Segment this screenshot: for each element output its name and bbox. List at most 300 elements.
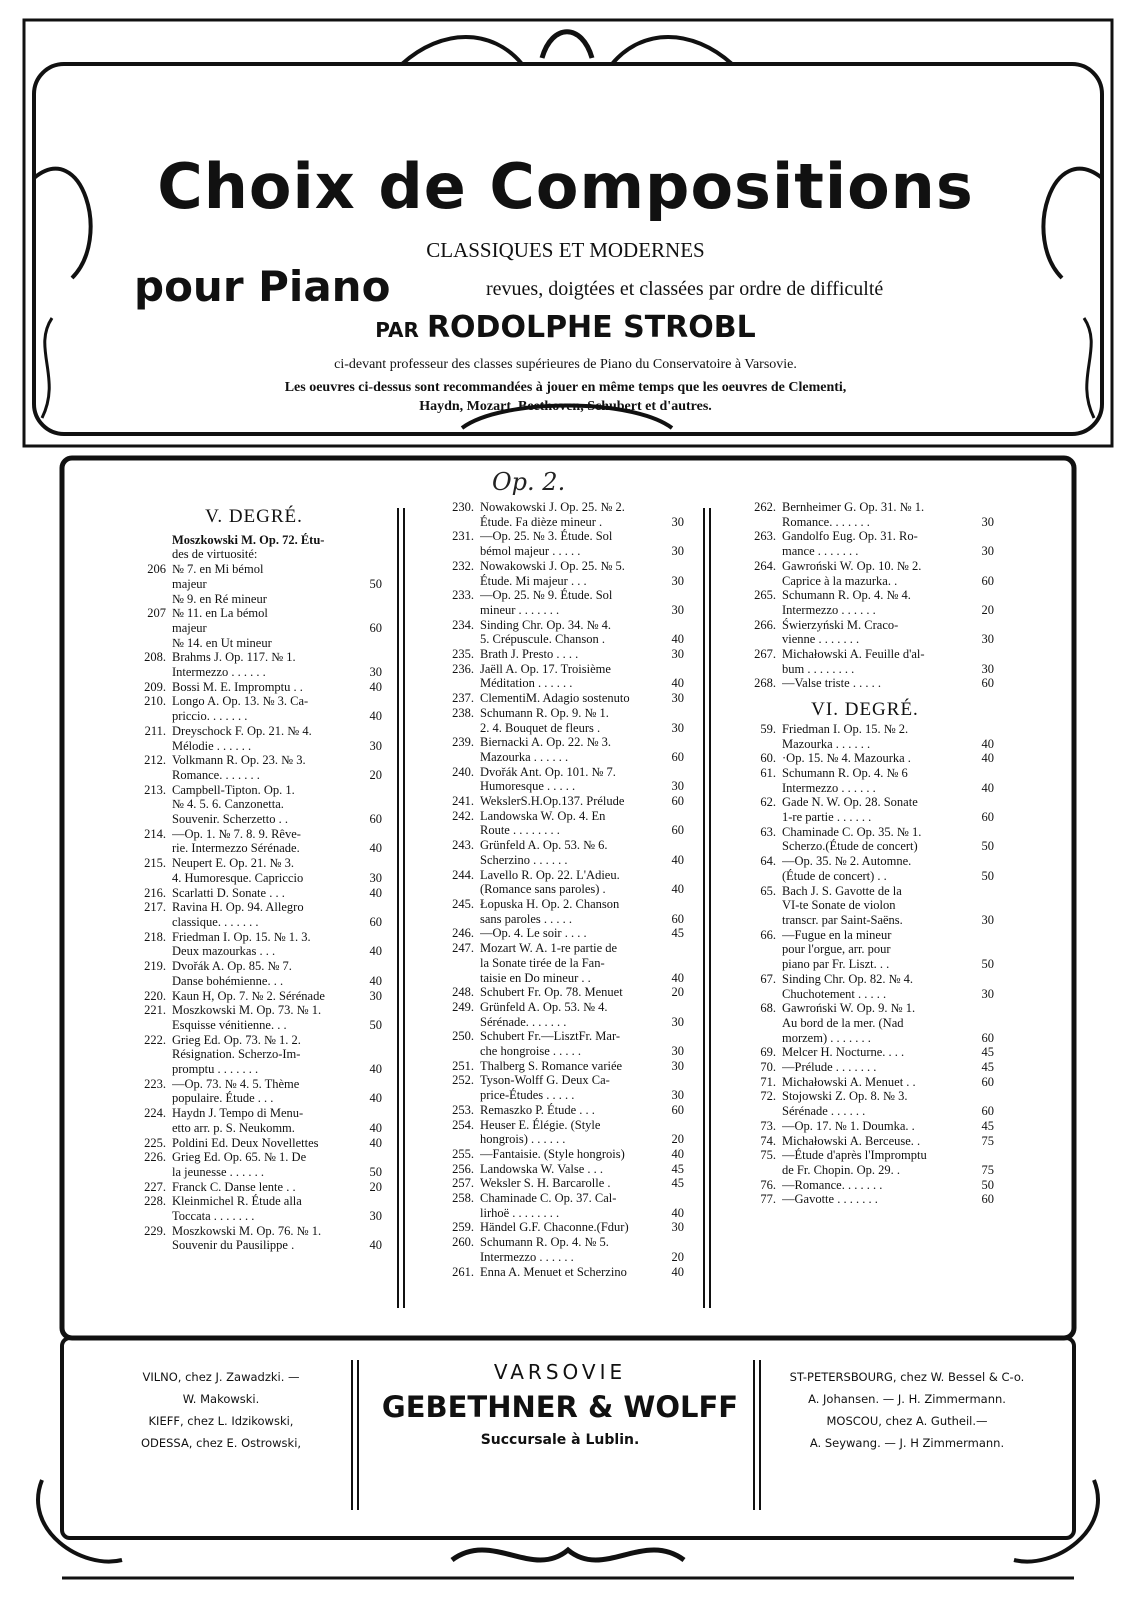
- entry-price: [972, 825, 994, 840]
- entry-text: Heuser E. Élégie. (Style: [480, 1117, 601, 1132]
- entry-number: 240.: [452, 764, 474, 779]
- entry-text: —Prélude . . . . . . .: [782, 1060, 877, 1075]
- entry-text: —Romance. . . . . . .: [782, 1177, 883, 1192]
- entry-text: de Fr. Chopin. Op. 29. .: [782, 1162, 901, 1177]
- entry-price: [360, 797, 382, 812]
- subtitle: CLASSIQUES ET MODERNES: [426, 238, 705, 262]
- list-item: [434, 588, 684, 617]
- entry-price: [360, 1003, 382, 1018]
- entry-text: classique. . . . . . .: [172, 914, 259, 929]
- entry-price: 40: [369, 1238, 382, 1253]
- entry-number: 215.: [144, 856, 166, 871]
- list-item: [736, 751, 994, 766]
- entry-text: Gandolfo Eug. Op. 31. Ro-: [782, 529, 918, 544]
- entry-text: Schumann R. Op. 4. № 4.: [782, 588, 911, 603]
- entry-price: [662, 1118, 684, 1133]
- publisher-city: VARSOVIE: [493, 1360, 627, 1384]
- entry-text: Gade N. W. Op. 28. Sonate: [782, 795, 918, 810]
- entry-text: Schumann R. Op. 4. № 5.: [480, 1235, 609, 1250]
- list-item: [736, 1119, 994, 1134]
- entry-number: 249.: [452, 999, 474, 1014]
- entry-text: Grünfeld A. Op. 53. № 6.: [480, 838, 608, 853]
- list-item: [434, 1147, 684, 1162]
- entry-price: 60: [671, 823, 684, 838]
- entry-price: [972, 529, 994, 544]
- entry-price: [972, 766, 994, 781]
- entry-text: Dvořák Ant. Op. 101. № 7.: [480, 764, 616, 779]
- entry-text: 1-re partie . . . . . .: [782, 810, 872, 825]
- entry-text: Caprice à la mazurka. .: [782, 573, 898, 588]
- entry-number: 257.: [452, 1176, 474, 1191]
- list-item: [434, 1103, 684, 1118]
- entry-price: 60: [981, 676, 994, 691]
- entry-text: Volkmann R. Op. 23. № 3.: [172, 753, 306, 768]
- entry-price: 30: [981, 632, 994, 647]
- entry-price: 40: [671, 882, 684, 897]
- list-item: [126, 1077, 382, 1106]
- entry-number: 223.: [144, 1076, 166, 1091]
- entry-number: 65.: [760, 883, 776, 898]
- entry-text: Schubert Fr.—LisztFr. Mar-: [480, 1029, 621, 1044]
- entry-number: 266.: [754, 617, 776, 632]
- entry-number: 209.: [144, 679, 166, 694]
- entry-text: Weksler S. H. Barcarolle .: [480, 1176, 611, 1191]
- entry-text: Michałowski A. Berceuse. .: [782, 1133, 921, 1148]
- entry-text: taisie en Do mineur . .: [480, 970, 591, 985]
- entry-price: 40: [369, 1120, 382, 1135]
- publisher-branch: Succursale à Lublin.: [480, 1432, 640, 1448]
- list-item: [736, 1148, 994, 1177]
- entry-text: Souvenir du Pausilippe .: [172, 1238, 295, 1253]
- entry-price: [662, 897, 684, 912]
- entry-number: 231.: [452, 529, 474, 544]
- list-item: [126, 827, 382, 856]
- entry-number: 212.: [144, 753, 166, 768]
- entry-price: 60: [369, 914, 382, 929]
- list-item: [434, 500, 684, 529]
- entry-number: 217.: [144, 900, 166, 915]
- entry-number: 73.: [760, 1118, 776, 1133]
- list-item: [126, 1136, 382, 1151]
- entry-price: 30: [369, 988, 382, 1003]
- entry-number: 255.: [452, 1146, 474, 1161]
- entry-price: 45: [671, 1161, 684, 1176]
- entry-price: 30: [671, 1014, 684, 1029]
- entry-price: 30: [671, 1088, 684, 1103]
- entry-price: 30: [671, 691, 684, 706]
- entry-text: Moszkowski M. Op. 76. № 1.: [172, 1223, 322, 1238]
- entry-text: rie. Intermezzo Sérénade.: [172, 841, 300, 856]
- footer-right-line: A. Johansen. — J. H. Zimmermann.: [808, 1392, 1006, 1406]
- entry-price: [972, 898, 994, 913]
- entry-text: majeur: [172, 620, 207, 635]
- entry-price: 60: [981, 1030, 994, 1045]
- entry-price: [360, 900, 382, 915]
- entry-list-col3a: [736, 500, 994, 691]
- list-item: [126, 562, 382, 606]
- entry-number: 63.: [760, 824, 776, 839]
- entry-text: —Op. 17. № 1. Doumka. .: [782, 1118, 915, 1133]
- entry-text: transcr. par Saint-Saëns.: [782, 912, 903, 927]
- list-item: [434, 868, 684, 897]
- entry-text: che hongroise . . . . .: [480, 1044, 582, 1059]
- entry-price: 50: [981, 839, 994, 854]
- entry-price: 40: [671, 676, 684, 691]
- entry-text: Świerzyński M. Craco-: [782, 617, 899, 632]
- list-item: [736, 1178, 994, 1193]
- entry-text: —Op. 4. Le soir . . . .: [480, 926, 587, 941]
- entry-price: 40: [671, 632, 684, 647]
- entry-price: 50: [369, 576, 382, 591]
- entry-number: 241.: [452, 794, 474, 809]
- entry-price: 50: [981, 868, 994, 883]
- entry-price: [360, 694, 382, 709]
- entry-price: [972, 559, 994, 574]
- recommendation-line-2: Haydn, Mozart, Beethoven, Schubert et d'autres.: [419, 399, 712, 414]
- entry-text: Humoresque . . . . .: [480, 779, 576, 794]
- entry-text: VI-te Sonate de violon: [782, 898, 896, 913]
- list-item: [126, 724, 382, 753]
- entry-price: 40: [981, 780, 994, 795]
- publisher-name: GEBETHNER & WOLFF: [381, 1390, 739, 1424]
- entry-number: 220.: [144, 988, 166, 1003]
- entry-price: 30: [981, 514, 994, 529]
- list-item: [434, 941, 684, 985]
- entry-text: 2. 4. Bouquet de fleurs .: [480, 720, 601, 735]
- entry-number: 216.: [144, 885, 166, 900]
- entry-text: Händel G.F. Chaconne.(Fdur): [480, 1220, 629, 1235]
- recommendation-note: [0, 378, 1131, 416]
- entry-text: Intermezzo . . . . . .: [782, 780, 876, 795]
- entry-text: Danse bohémienne. . .: [172, 973, 284, 988]
- list-item: [434, 1059, 684, 1074]
- entry-price: [662, 941, 684, 956]
- entry-number: 247.: [452, 941, 474, 956]
- entry-text: Friedman I. Op. 15. № 2.: [782, 721, 909, 736]
- entry-price: 30: [671, 514, 684, 529]
- entry-price: 60: [981, 573, 994, 588]
- footer-agents-right: [762, 1366, 1052, 1454]
- entry-text: Schubert Fr. Op. 78. Menuet: [480, 985, 623, 1000]
- entry-price: 30: [981, 986, 994, 1001]
- entry-price: 60: [981, 1192, 994, 1207]
- list-item: [736, 1045, 994, 1060]
- entry-list-col2: [434, 500, 684, 1279]
- entry-price: 40: [671, 1205, 684, 1220]
- list-item: [736, 884, 994, 928]
- entry-price: 60: [671, 911, 684, 926]
- entry-text: Brath J. Presto . . . .: [480, 647, 579, 662]
- entry-price: [360, 959, 382, 974]
- author-line: [0, 310, 1131, 345]
- entry-text: vienne . . . . . . .: [782, 632, 860, 647]
- entry-text: sans paroles . . . . .: [480, 911, 572, 926]
- entry-number: 75.: [760, 1148, 776, 1163]
- entry-price: [360, 930, 382, 945]
- entry-text: etto arr. p. S. Neukomm.: [172, 1120, 295, 1135]
- entry-number: 214.: [144, 826, 166, 841]
- column-2: [434, 500, 684, 1279]
- list-item: [434, 794, 684, 809]
- entry-price: [972, 722, 994, 737]
- entry-text: WekslerS.H.Op.137. Prélude: [480, 794, 625, 809]
- entry-text: Intermezzo . . . . . .: [782, 602, 876, 617]
- entry-text: Dreyschock F. Op. 21. № 4.: [172, 723, 312, 738]
- entry-text: Étude. Mi majeur . . .: [480, 573, 587, 588]
- entry-text: Biernacki A. Op. 22. № 3.: [480, 735, 612, 750]
- entry-price: [360, 1033, 382, 1048]
- footer-right-line: A. Seywang. — J. H Zimmermann.: [809, 1436, 1005, 1450]
- entry-text: Kaun H, Op. 7. № 2. Sérénade: [172, 988, 325, 1003]
- entry-number: 229.: [144, 1223, 166, 1238]
- entry-price: 40: [671, 852, 684, 867]
- entry-text: Scherzo.(Étude de concert): [782, 839, 918, 854]
- list-item: [126, 1003, 382, 1032]
- entry-text: № 9. en Ré mineur: [172, 591, 267, 606]
- entry-price: 30: [671, 647, 684, 662]
- entry-text: Souvenir. Scherzetto . .: [172, 812, 288, 827]
- entry-text: Scarlatti D. Sonate . . .: [172, 885, 285, 900]
- entry-number: 232.: [452, 558, 474, 573]
- entry-text: —Op. 35. № 2. Automne.: [782, 854, 912, 869]
- entry-text: Grieg Ed. Op. 65. № 1. De: [172, 1150, 307, 1165]
- list-item: [736, 1060, 994, 1075]
- entry-price: 20: [981, 602, 994, 617]
- entry-text: Sérénade . . . . . .: [782, 1104, 866, 1119]
- list-item: [736, 618, 994, 647]
- column-1: [126, 500, 382, 1253]
- entry-text: Mozart W. A. 1-re partie de: [480, 941, 618, 956]
- entry-text: Thalberg S. Romance variée: [480, 1058, 623, 1073]
- entry-number: 252.: [452, 1073, 474, 1088]
- entry-text: Poldini Ed. Deux Novellettes: [172, 1135, 319, 1150]
- entry-number: 256.: [452, 1161, 474, 1176]
- list-item: [736, 1075, 994, 1090]
- entry-text: Route . . . . . . . .: [480, 823, 560, 838]
- entry-text: Sinding Chr. Op. 82. № 4.: [782, 971, 914, 986]
- entry-number: 219.: [144, 959, 166, 974]
- entry-text: Longo A. Op. 13. № 3. Ca-: [172, 694, 309, 709]
- professeur-note: ci-devant professeur des classes supérieures de Piano du Conservatoire à Varsovie.: [334, 357, 797, 372]
- entry-number: 61.: [760, 765, 776, 780]
- entry-price: [662, 500, 684, 515]
- entry-price: 30: [671, 573, 684, 588]
- entry-number: 246.: [452, 926, 474, 941]
- list-item: [736, 1089, 994, 1118]
- entry-number: 248.: [452, 985, 474, 1000]
- entry-text: Grünfeld A. Op. 53. № 4.: [480, 999, 608, 1014]
- entry-number: 67.: [760, 971, 776, 986]
- entry-text: 5. Crépuscule. Chanson .: [480, 632, 605, 647]
- entry-price: 75: [981, 1162, 994, 1177]
- entry-price: 30: [671, 602, 684, 617]
- entry-text: Chaminade C. Op. 35. № 1.: [782, 824, 922, 839]
- list-item: [126, 930, 382, 959]
- entry-text: Mazourka . . . . . .: [480, 749, 569, 764]
- entry-text: Jaëll A. Op. 17. Troisième: [480, 661, 611, 676]
- entry-number: 225.: [144, 1135, 166, 1150]
- entry-price: 40: [671, 1264, 684, 1279]
- entry-number: 267.: [754, 647, 776, 662]
- entry-price: [360, 1224, 382, 1239]
- list-item: [736, 500, 994, 529]
- list-item: [126, 1150, 382, 1179]
- entry-text: Friedman I. Op. 15. № 1. 3.: [172, 929, 311, 944]
- entry-text: majeur: [172, 576, 207, 591]
- entry-price: 50: [369, 1017, 382, 1032]
- entry-number: 77.: [760, 1192, 776, 1207]
- entry-text: Sérénade. . . . . . .: [480, 1014, 567, 1029]
- entry-text: Remaszko P. Étude . . .: [480, 1102, 595, 1117]
- entry-price: [972, 1016, 994, 1031]
- footer-left-line: VILNO, chez J. Zawadzki. —: [142, 1370, 300, 1384]
- list-item: [434, 1000, 684, 1029]
- entry-text: Intermezzo . . . . . .: [172, 665, 266, 680]
- list-item: [736, 647, 994, 676]
- list-item: [434, 1073, 684, 1102]
- entry-number: 59.: [760, 721, 776, 736]
- entry-price: 40: [981, 736, 994, 751]
- entry-number: 230.: [452, 500, 474, 514]
- list-item: [434, 1220, 684, 1235]
- entry-price: [662, 662, 684, 677]
- entry-price: [360, 827, 382, 842]
- list-item: [434, 1265, 684, 1280]
- list-item: [736, 722, 994, 751]
- entry-price: 20: [369, 1179, 382, 1194]
- entry-price: 40: [671, 1146, 684, 1161]
- entry-text: Nowakowski J. Op. 25. № 2.: [480, 500, 625, 514]
- list-item: [126, 650, 382, 679]
- entry-text: Schumann R. Op. 4. № 6: [782, 765, 908, 780]
- list-item: [736, 588, 994, 617]
- author-name: RODOLPHE STROBL: [426, 310, 756, 345]
- list-item: [736, 559, 994, 588]
- list-item: [434, 1162, 684, 1177]
- degree-v-heading: V. DEGRÉ.: [205, 506, 303, 527]
- entry-price: 20: [671, 1249, 684, 1264]
- list-item: [126, 694, 382, 723]
- entry-number: 261.: [452, 1264, 474, 1279]
- entry-price: [972, 1148, 994, 1163]
- entry-price: 45: [671, 1176, 684, 1191]
- entry-number: 221.: [144, 1003, 166, 1018]
- entry-text: Sinding Chr. Op. 34. № 4.: [480, 617, 612, 632]
- entry-price: 40: [369, 973, 382, 988]
- entry-text: ·Op. 15. № 4. Mazourka .: [782, 751, 911, 766]
- entry-number: 210.: [144, 694, 166, 709]
- list-item: [434, 809, 684, 838]
- entry-text: piano par Fr. Liszt. . .: [782, 957, 890, 972]
- footer-left-line: KIEFF, chez L. Idzikowski,: [148, 1414, 294, 1428]
- entry-price: 20: [671, 1132, 684, 1147]
- footer-right-line: MOSCOU, chez A. Gutheil.—: [826, 1414, 988, 1428]
- entry-text: (Romance sans paroles) .: [480, 882, 606, 897]
- entry-price: 40: [369, 841, 382, 856]
- entry-price: [972, 618, 994, 633]
- entry-text: mineur . . . . . . .: [480, 602, 560, 617]
- entry-number: 262.: [754, 500, 776, 514]
- entry-text: Campbell-Tipton. Op. 1.: [172, 782, 295, 797]
- entry-price: 30: [369, 870, 382, 885]
- entry-text: Moszkowski M. Op. 73. № 1.: [172, 1003, 322, 1018]
- entry-price: [972, 647, 994, 662]
- entry-text: Résignation. Scherzo-Im-: [172, 1047, 301, 1062]
- list-item: [126, 1224, 382, 1253]
- entry-text: price-Études . . . . .: [480, 1088, 575, 1103]
- entry-text: Esquisse vénitienne. . .: [172, 1017, 287, 1032]
- entry-number: 69.: [760, 1045, 776, 1060]
- entry-text: —Op. 25. № 9. Étude. Sol: [480, 588, 613, 603]
- entry-text: Romance. . . . . . .: [172, 767, 260, 782]
- entry-price: 60: [671, 794, 684, 809]
- entry-text: Toccata . . . . . . .: [172, 1209, 255, 1224]
- entry-price: [662, 1235, 684, 1250]
- entry-price: [360, 1077, 382, 1092]
- entry-price: [360, 1047, 382, 1062]
- entry-text: Landowska W. Valse . . .: [480, 1161, 604, 1176]
- entry-price: [972, 1001, 994, 1016]
- entry-price: [972, 500, 994, 515]
- entry-text: Intermezzo . . . . . .: [480, 1249, 574, 1264]
- entry-price: [360, 1150, 382, 1165]
- list-item: [434, 662, 684, 691]
- entry-number: 268.: [754, 676, 776, 691]
- list-item: [736, 1001, 994, 1045]
- list-item: [736, 676, 994, 691]
- list-item: [434, 559, 684, 588]
- entry-text: Étude. Fa dièze mineur .: [480, 514, 603, 529]
- entry-text: —Op. 1. № 7. 8. 9. Rêve-: [172, 826, 301, 841]
- entry-price: [972, 884, 994, 899]
- entry-price: 40: [369, 709, 382, 724]
- entry-price: 30: [671, 720, 684, 735]
- entry-price: 20: [671, 985, 684, 1000]
- footer-left-line: W. Makowski.: [182, 1392, 260, 1406]
- entry-text: priccio. . . . . . .: [172, 709, 248, 724]
- entry-price: 40: [369, 944, 382, 959]
- entry-text: mance . . . . . . .: [782, 544, 859, 559]
- entry-price: [662, 809, 684, 824]
- entry-text: lirhoë . . . . . . . .: [480, 1205, 560, 1220]
- entry-price: 30: [369, 665, 382, 680]
- entry-number: 218.: [144, 929, 166, 944]
- entry-price: 40: [369, 1062, 382, 1077]
- entry-number: 207: [147, 606, 166, 621]
- entry-price: 40: [369, 1091, 382, 1106]
- list-item: [126, 783, 382, 827]
- entry-text: morzem) . . . . . . .: [782, 1030, 871, 1045]
- list-item: [434, 647, 684, 662]
- entry-text: —Fantaisie. (Style hongrois): [480, 1146, 625, 1161]
- entry-number: 244.: [452, 867, 474, 882]
- list-item: [434, 1029, 684, 1058]
- list-item: [434, 926, 684, 941]
- entry-text: la Sonate tirée de la Fan-: [480, 955, 605, 970]
- entry-text: Scherzino . . . . . .: [480, 852, 568, 867]
- entry-price: 75: [981, 1133, 994, 1148]
- entry-number: 227.: [144, 1179, 166, 1194]
- entry-price: [662, 588, 684, 603]
- entry-price: [360, 1106, 382, 1121]
- entry-text: —Étude d'après l'Impromptu: [782, 1148, 927, 1163]
- entry-text: promptu . . . . . . .: [172, 1062, 259, 1077]
- entry-price: [662, 529, 684, 544]
- entry-price: 30: [671, 1044, 684, 1059]
- entry-text: pour l'orgue, arr. pour: [782, 942, 891, 957]
- entry-number: 254.: [452, 1117, 474, 1132]
- list-item: [126, 1033, 382, 1077]
